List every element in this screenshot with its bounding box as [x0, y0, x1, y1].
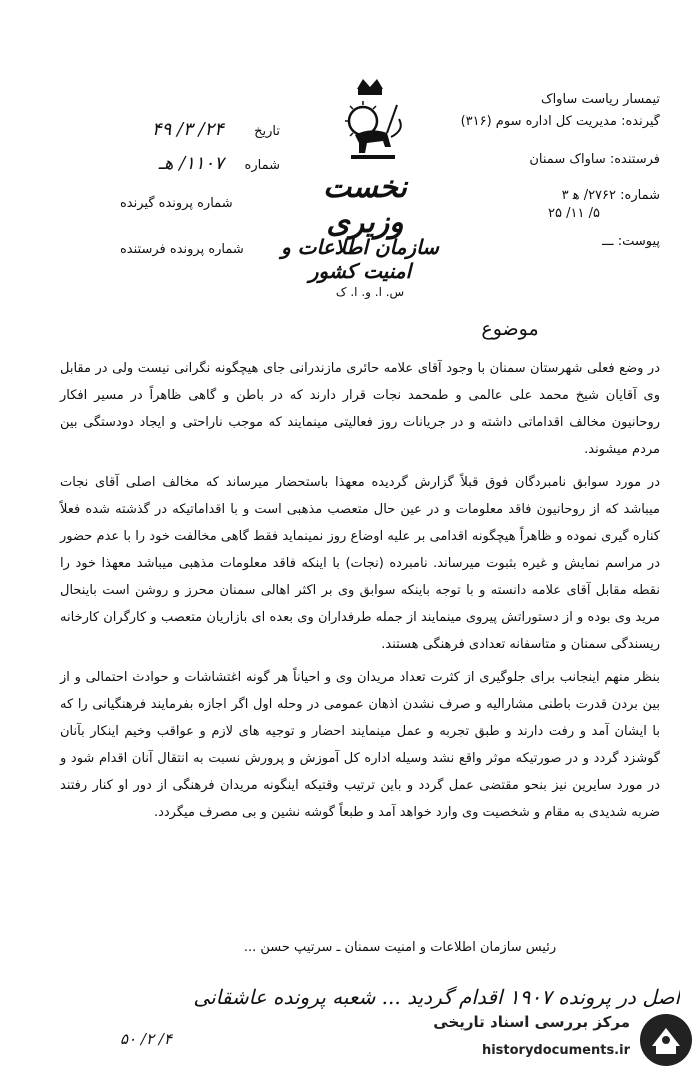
sender-file-label: شماره پرونده فرستنده	[120, 242, 244, 257]
handwritten-note: اصل در پرونده ۱۹۰۷ اقدام گردید ... شعبه پرونده عاشقانی	[193, 985, 680, 1009]
paragraph-2: در مورد سوابق نامبردگان فوق قبلاً گزارش گردیده معهذا باستحضار میرساند که مخالف اصلی آقای نجات میباشد که از روحانیون فاقد معلومات و در عین حال متعصب مذهبی است و با اقداماتیکه در گذشته شده فعلاً کناره گیری نموده و ظاهراً هیچگونه اقدامی بر علیه اوضاع روز نمینماید فقط گاهی مخالفت خود را با عدم حضور در مراسم نمایش و غیره بثبوت میرساند. نامبرده (نجات) با اینکه فاقد معلومات مذهبی میباشد معهذا خود را نقطه مقابل آقای علامه دانسته و با توجه باینکه سوابق وی بر اکثر اهالی سمنان محرز و روشن است باینحال مرید وی بوده و از دستوراتش پیروی مینمایند از جمله طرفداران وی بعده ای بازاریان متعصب و کارگران کارخانه ریسندگی سمنان و متاسفانه تعدادی فرهنگی هستند.	[60, 475, 660, 652]
paragraph-1: در وضع فعلی شهرستان سمنان با وجود آقای علامه حائری مازندرانی جای هیچگونه نگرانی نیست ولی در مقابل وی آقایان شیخ محمد علی عالمی و طمحمد نجات قرار دارند که در باطن و گاهی ظاهراً در مسیر افکار روحانیون مخالف اقداماتی داشته و در جریانات روز فعالیتی مینمایند که موجب ناراحتی و ایجاد دودستگی بین مردم میشوند.	[60, 361, 660, 457]
watermark-title: مرکز بررسی اسناد تاریخی	[433, 1013, 630, 1031]
date-label: تاریخ	[254, 124, 280, 139]
number-label: شماره	[244, 158, 280, 173]
sender-line: فرستنده: ساواک سمنان	[529, 152, 660, 167]
header-left-block	[100, 118, 280, 257]
date-value: ۲۴/ ۳/ ۴۹	[151, 119, 224, 140]
letter-number-date: ۵/ ۱۱/ ۲۵	[548, 206, 600, 221]
recipient-line2: گیرنده: مدیریت کل اداره سوم (۳۱۶)	[460, 114, 660, 129]
recipient-line1: تیمسار ریاست ساواک	[540, 92, 660, 107]
letter-body	[60, 355, 660, 832]
handwritten-date: ۴/ ۲/ ۵۰	[120, 1030, 172, 1048]
signature-line: رئیس سازمان اطلاعات و امنیت سمنان ـ سرتیپ حسن ...	[243, 940, 557, 955]
letter-number: شماره: ۲۷۶۲/ ه‍ ۳	[561, 188, 660, 203]
subject-label: موضوع	[481, 318, 539, 340]
receiver-file-label: شماره پرونده گیرنده	[120, 196, 233, 211]
date-row	[100, 118, 280, 142]
reference-code: س. ا. و. ا. ک	[335, 285, 405, 299]
header-right-block	[440, 92, 660, 249]
watermark	[415, 1008, 700, 1070]
number-value: ۱۱۰۷/ هـ	[158, 153, 224, 174]
number-row	[100, 152, 280, 176]
watermark-url: historydocuments.ir	[481, 1043, 630, 1058]
lion-and-sun-emblem	[325, 75, 415, 170]
organization-name: سازمان اطلاعات و امنیت کشور	[281, 235, 439, 283]
attachment-line: پیوست: ـــ	[602, 234, 660, 249]
archive-logo-icon	[638, 1012, 694, 1068]
masthead-title: نخست وزیری	[323, 170, 407, 240]
paragraph-3: بنظر منهم اینجانب برای جلوگیری از کثرت تعداد مریدان وی و احیاناً هر گونه اغتشاشات و حوادث احتمالی و از بین بردن قدرت باطنی مشارالیه و صرف نشدن اذهان عمومی در وحله اول اگر اجازه بفرمایند فرهنگیانی را که با ایشان آمد و رفت دارند و طبق تجربه و عمل مینمایند احضار و توجیه های لازم و عواقب وخیم اینکار بآنان گوشزد گردد و در صورتیکه موثر واقع نشد وسیله اداره کل آموزش و پرورش نسبت به انتقال آنان اقدام شود و در مورد سایرین نیز بنحو مقتضی عمل گردد و باین ترتیب وقتیکه اینگونه مریدان فرهنگی از دور او کنار رفتند ضربه شدیدی به مقام و شخصیت وی وارد خواهد آمد و طبعاً گوشه نشین و بی مصرف میگردد.	[60, 670, 660, 820]
